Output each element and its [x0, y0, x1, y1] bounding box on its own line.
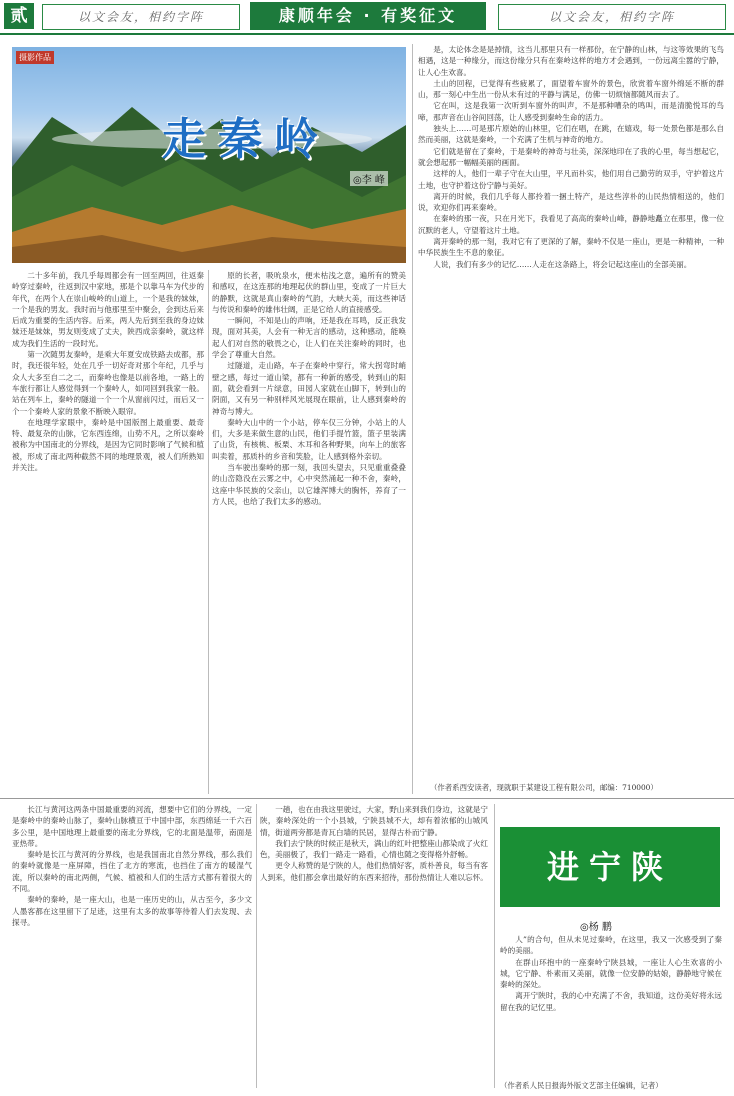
article1-author-note: （作者系西安读者，现就职于某建设工程有限公司，邮编：710000） — [430, 783, 658, 792]
paragraph: 一趟，也在由我这里驶过，大家，野山来到我们身边，这就是宁陕，秦岭深处的一个小县城，宁陕县城不大，却有着浓郁的山城风情，街道两旁都是青瓦白墙的民居，显得古朴而宁静。 — [260, 805, 488, 837]
paragraph: 人”的合句，但从未见过秦岭，在这里，我又一次感受到了秦岭的美丽。 — [500, 935, 722, 956]
paragraph: 秦岭是长江与黄河的分界线，也是我国南北自然分界线，那么我们的秦岭就像是一座屏障，挡住了北方的寒流，也挡住了南方的暖湿气流，所以秦岭的南北两侧，气候、植被和人们的生活方式都有着很大的不同。 — [12, 850, 252, 894]
paragraph: 是，太论体念是是掉情，这当儿那里只有一样那份，在宁静的山林，与这等效果的飞鸟相遇，这是一种缘分，而这份缘分只有在秦岭这样的地方才会遇到，一份远离尘嚣的宁静，让人心生欢喜。 — [418, 45, 724, 77]
article-title: 走秦岭 — [162, 114, 330, 165]
article1-column-1 — [12, 270, 204, 794]
article2-column-3 — [500, 934, 722, 1076]
paragraph: 人说，我们有多少的记忆……人走在这条路上，将会记起这座山的全部美丽。 — [433, 259, 692, 269]
paragraph: 更令人称赞的是宁陕的人，他们热情好客，质朴善良，每当有客人到来，他们都会拿出最好的东西来招待，那份热情让人难以忘怀。 — [260, 861, 488, 882]
photo-tag: 摄影作品 — [16, 51, 54, 64]
article2-column-1 — [12, 804, 252, 1088]
article-photo — [12, 47, 406, 263]
paragraph: 一瞬间，不知是山的声响，还是我在耳鸣，反正我发现，面对其美，人会有一种无言的感动，这种感动，能唤起人们对自然的敬畏之心，让人们在关注秦岭的同时，也学会了尊重大自然。 — [212, 316, 406, 360]
paragraph: 离开的时候，我们几乎每人都拎着一捆土特产，是这些淳朴的山民热情相送的，他们说，欢迎你们再来秦岭。 — [418, 191, 724, 213]
paragraph: 第一次随男友秦岭，是乘大年夏安成铁路去成都，那时，我还很年轻，处在几乎一切好奇对那个年纪，几乎与众人大多至自二之二，而秦岭也像是以前各地，一路上的车旅行都让人感觉得到一个秦岭人，如同回到我家一般。站在列车上，秦岭的隧道一个一个从窗前闪过，而后又一个一个秦岭人家的景象不断映入眼帘。 — [12, 350, 204, 416]
paragraph: 长江与黄河这两条中国最重要的河流，想要中它们的分界线，一定是秦岭中的秦岭山脉了，秦岭山脉横亘于中国中部，东西绵延一千六百多公里，是中国地理上最重要的南北分界线，它的北面是温带，南面是亚热带。 — [12, 805, 252, 848]
paragraph: 在群山环抱中的一座秦岭宁陕县城，一座让人心生欢喜的小城，它宁静、朴素而又美丽，就像一位安静的姑娘，静静地守候在秦岭的深处。 — [500, 957, 722, 990]
paragraph: 离开宁陕时，我的心中充满了不舍，我知道，这份美好将永远留在我的记忆里。 — [500, 991, 722, 1012]
paragraph: 二十多年前，我几乎每周都会有一回至两回，往返秦岭穿过秦岭，往返到汉中家地，那是个以靠马车为代步的年代，在两个人在崇山峻岭的山道上，一个是我的妹妹，一个是我的男友。我时而与他那里至中聚会，会到达后来后成为重要的生活内容。后来，两人先后到至我的身边妹妹还是妹妹，男友则变成了丈夫，陕西成亲秦岭，就这样成为我们生活的一段时光。 — [12, 271, 204, 348]
article2-author: ◎杨 鹏 — [580, 922, 612, 933]
paragraph: 我们去宁陕的时候正是秋天，满山的红叶把整座山都染成了火红色，美丽极了，我们一路走一路看，心情也随之变得格外舒畅。 — [260, 838, 488, 860]
article1-column-3 — [418, 44, 724, 778]
paragraph: 秦岭大山中的一个小站，停车仅三分钟，小站上的人们，大多是来做生意的山民，他们手提竹篮，篮子里装满了山货，有核桃、板栗、木耳和各种野果，向车上的旅客叫卖着，那质朴的乡音和笑脸，让人感到格外亲切。 — [212, 417, 406, 461]
paragraph: 土山的回程，已觉得有些疲累了，面望着车窗外的景色，欣赏着车窗外绵延不断的群山，那一刻心中生出一份从未有过的平静与满足，仿佛一切烦恼都随风而去了。 — [418, 78, 724, 100]
paragraph: 这样的人，他们一辈子守在大山里，平凡而朴实，他们用自己勤劳的双手，守护着这片土地，也守护着这份宁静与美好。 — [418, 169, 724, 190]
page-header — [0, 0, 734, 32]
article1-column-2 — [212, 270, 406, 794]
column-divider — [208, 270, 209, 794]
paragraph: 在地理学家眼中，秦岭是中国版图上最重要、最奇特、最复杂的山脉，它东西连绵，山势不凡，之所以秦岭被称为中国南北的分界线，是因为它同时影响了气候和植被，形成了南北两种截然不同的地理景观，被人们所熟知并关注。 — [12, 417, 204, 473]
article2-author-note: （作者系人民日报海外版文艺部主任编辑，记者） — [500, 1081, 663, 1090]
column-divider — [256, 804, 257, 1088]
page-number: 贰 — [4, 3, 34, 29]
paragraph: 离开秦岭的那一刻，我对它有了更深的了解，秦岭不仅是一座山，更是一种精神，一种中华民族生生不息的象征。 — [418, 237, 724, 258]
paragraph: 过隧道，走山路，车子在秦岭中穿行，常大拐弯时峭壁之感，每过一道山梁，都有一种新的感受，转到山的阳面，就会看到一片绿意，田园人家就在山脚下，转到山的阴面，又有另一种别样风光展现在眼前，让人感到秦岭的神奇与博大。 — [212, 361, 406, 416]
section-title: 康顺年会 · 有奖征文 — [250, 2, 486, 30]
paragraph: 原的长者，吸吮泉水，便未枯浅之意，遍所有的赞美和感叹，在这连那的地理起伏的群山里，变成了一片巨大的静默，这就是真山秦岭的气韵，大峡大美，而这些神话与传说和秦岭的雄伟壮阔，正是它给人的直接感受。 — [212, 271, 406, 314]
paragraph: 当车驶出秦岭的那一刻，我回头望去，只见重重叠叠的山峦隐没在云雾之中，心中突然涌起一种不舍，秦岭，这座中华民族的父亲山，以它雄浑博大的胸怀，养育了一方人民，也给了我们太多的感动。 — [212, 463, 406, 506]
header-motto-right: 以文会友，相约字阵 — [498, 4, 726, 30]
article2-title: 进宁陕 — [500, 827, 720, 907]
paragraph: 它们就是留在了秦岭，于是秦岭的神奇与壮美，深深地印在了我的心里，每当想起它，就会想起那一幅幅美丽的画面。 — [418, 146, 724, 167]
paragraph: 它在叫，这是我第一次听到车窗外的叫声，不是那种嘈杂的鸣叫，而是清脆悦耳的鸟啼，那声音在山谷间回荡，让人感受到秦岭生命的活力。 — [418, 101, 724, 122]
article2-column-2 — [260, 804, 488, 1088]
section-divider — [0, 798, 734, 799]
paragraph: 在秦岭的那一夜，只在月光下，我看见了高高的秦岭山峰，静静地矗立在那里，像一位沉默的老人，守望着这片土地。 — [418, 214, 724, 235]
article-author: ◎李 峰 — [350, 171, 388, 186]
paragraph: 秦岭的秦岭，是一座大山，也是一座历史的山，从古至今，多少文人墨客都在这里留下了足迹，这里有太多的故事等待着人们去发现、去探寻。 — [12, 895, 252, 927]
column-divider — [494, 804, 495, 1088]
paragraph: 独头上……可是那片原始的山林里，它们在唱，在跳，在嬉戏，每一处景色都是那么自然而美丽，这就是秦岭，一个充满了生机与神奇的地方。 — [418, 124, 724, 145]
header-motto-left: 以文会友，相约字阵 — [42, 4, 240, 30]
column-divider — [412, 44, 413, 794]
header-rule — [0, 33, 734, 35]
